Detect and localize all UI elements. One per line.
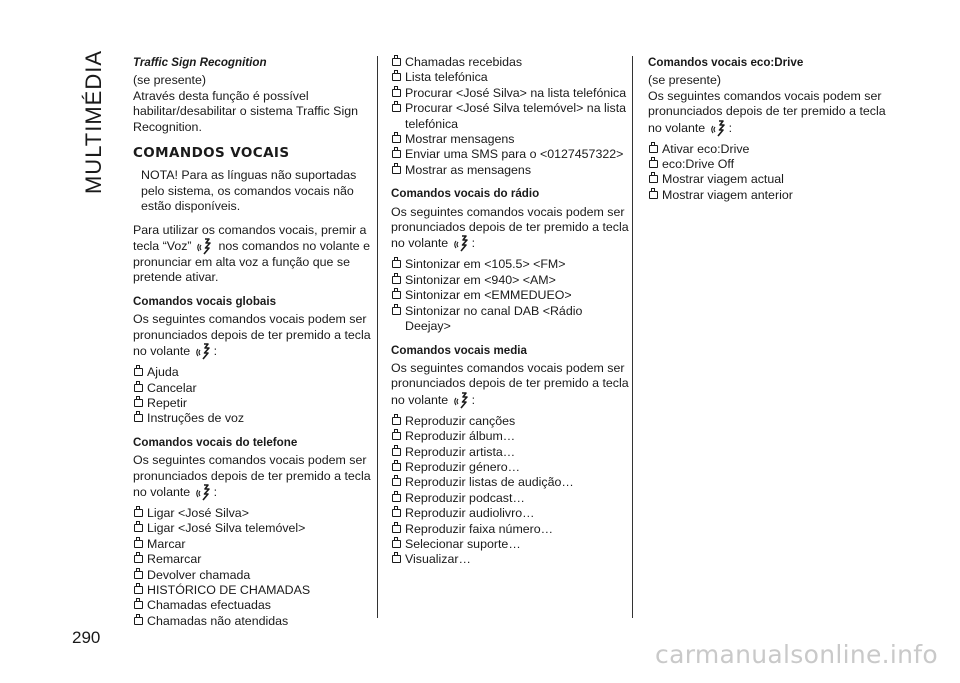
ecodrive-intro-text: Os seguintes comandos vocais podem ser pronunciados depois de ter premido a tecla no volante: [648, 88, 886, 135]
list-item-text: Repetir: [147, 395, 187, 410]
list-item-text: Sintonizar no canal DAB <Rádio Deejay>: [405, 303, 583, 334]
list-item: [648, 188, 888, 203]
column-divider: [632, 56, 633, 618]
voice-command-bullet-icon: [392, 150, 401, 158]
list-item: [133, 537, 373, 552]
voice-command-bullet-icon: [392, 135, 401, 143]
list-item-text: Chamadas não atendidas: [147, 613, 289, 628]
voice-command-bullet-icon: [649, 145, 658, 153]
radio-list: [391, 257, 629, 334]
list-item: [391, 70, 629, 85]
radio-heading: Comandos vocais do rádio: [391, 187, 540, 201]
colon: :: [471, 236, 476, 251]
list-item: [391, 429, 629, 444]
list-item: [133, 568, 373, 583]
list-item: [391, 506, 629, 521]
list-item: [391, 288, 629, 303]
column-2: [391, 55, 629, 576]
ecodrive-intro: [648, 89, 888, 137]
comandos-vocais-heading: COMANDOS VOCAIS: [133, 145, 290, 162]
voice-command-bullet-icon: [134, 509, 143, 517]
list-item: [391, 475, 629, 490]
voice-command-icon: [196, 484, 212, 501]
voice-command-bullet-icon: [392, 540, 401, 548]
list-item-text: Sintonizar em <940> <AM>: [405, 272, 556, 287]
telefone-intro-text: Os seguintes comandos vocais podem ser pronunciados depois de ter premido a tecla no volante: [133, 453, 371, 499]
voice-command-bullet-icon: [392, 525, 401, 533]
list-item: [648, 157, 888, 172]
voice-command-bullet-icon: [134, 384, 143, 392]
colon: :: [728, 120, 733, 135]
voice-command-icon: [196, 343, 212, 360]
voice-command-bullet-icon: [649, 175, 658, 183]
list-item-text: Cancelar: [147, 380, 197, 395]
list-item: [648, 142, 888, 157]
voice-command-icon: [711, 120, 727, 137]
globais-heading: Comandos vocais globais: [133, 294, 277, 308]
column-3: [648, 55, 888, 211]
voice-command-bullet-icon: [134, 399, 143, 407]
section-title-container: [64, 49, 124, 195]
watermark: carmanualsonline.info: [655, 640, 938, 669]
list-item-text: Sintonizar em <EMMEDUEO>: [405, 288, 572, 303]
list-item: [391, 304, 629, 335]
usage-text-after: nos comandos no volante e pronunciar em alta voz a função que se pretende ativar.: [133, 239, 370, 285]
traffic-sign-body: Através desta função é possível habilitar/desabilitar o sistema Traffic Sign Recognition.: [133, 88, 358, 134]
list-item-text: Reproduzir podcast…: [405, 490, 525, 505]
list-item-text: Instruções de voz: [147, 411, 245, 426]
globais-list: [133, 365, 373, 427]
list-item-text: Selecionar suporte…: [405, 536, 521, 551]
section-title: MULTIMÉDIA: [81, 49, 107, 195]
list-item: [133, 365, 373, 380]
voice-command-bullet-icon: [134, 524, 143, 532]
list-item: [391, 86, 629, 101]
list-item: [391, 445, 629, 460]
telefone-intro: [133, 453, 373, 501]
list-item-text: Chamadas recebidas: [405, 55, 523, 69]
list-item-text: Procurar <José Silva> na lista telefónica: [405, 85, 627, 100]
voice-command-bullet-icon: [392, 494, 401, 502]
list-item-text: Mostrar viagem anterior: [662, 187, 793, 202]
list-item: [391, 537, 629, 552]
radio-intro-text: Os seguintes comandos vocais podem ser pronunciados depois de ter premido a tecla no volante: [391, 204, 629, 251]
voice-command-bullet-icon: [134, 571, 143, 579]
list-item-text: Mostrar viagem actual: [662, 172, 784, 187]
globais-intro: [133, 312, 373, 360]
list-item-text: Ligar <José Silva>: [147, 505, 249, 520]
media-intro: [391, 361, 629, 409]
list-item-text: Enviar uma SMS para o <0127457322>: [405, 147, 624, 162]
list-item-text: Visualizar…: [405, 552, 471, 567]
voice-command-bullet-icon: [134, 540, 143, 548]
usage-text-before: Para utilizar os comandos vocais, premir a tecla “Voz”: [133, 222, 367, 254]
list-item-text: Ajuda: [147, 365, 179, 380]
list-item: [391, 55, 629, 70]
list-item-text: Reproduzir audiolivro…: [405, 506, 535, 521]
colon: :: [213, 484, 218, 499]
list-item: [391, 257, 629, 272]
list-item-text: Mostrar as mensagens: [405, 162, 532, 177]
voice-command-bullet-icon: [134, 586, 143, 594]
traffic-sign-heading: Traffic Sign Recognition: [133, 56, 267, 69]
voice-command-bullet-icon: [392, 291, 401, 299]
list-item: [391, 163, 629, 178]
media-list: [391, 414, 629, 568]
traffic-sign-note: (se presente): [133, 73, 207, 88]
voice-command-bullet-icon: [392, 432, 401, 440]
globais-intro-text: Os seguintes comandos vocais podem ser pronunciados depois de ter premido a tecla no volante: [133, 312, 371, 359]
voice-command-bullet-icon: [649, 191, 658, 199]
voice-command-icon: [454, 392, 470, 409]
list-item-text: Ativar eco:Drive: [662, 141, 750, 156]
list-item: [133, 583, 373, 598]
voice-command-bullet-icon: [392, 166, 401, 174]
list-item-text: Devolver chamada: [147, 567, 251, 582]
list-item: [133, 614, 373, 629]
nota-paragraph: NOTA! Para as línguas não suportadas pelo sistema, os comandos vocais não estão disponíveis.: [141, 168, 357, 214]
list-item-text: Reproduzir faixa número…: [405, 521, 554, 536]
media-heading: Comandos vocais media: [391, 343, 527, 357]
column-divider: [377, 56, 378, 618]
list-item-text: Procurar <José Silva telemóvel> na lista telefónica: [405, 101, 627, 131]
voice-command-bullet-icon: [392, 307, 401, 315]
list-item: [133, 552, 373, 567]
voice-command-bullet-icon: [392, 260, 401, 268]
ecodrive-heading: Comandos vocais eco:Drive: [648, 56, 804, 69]
voice-command-bullet-icon: [134, 414, 143, 422]
list-item-text: Lista telefónica: [405, 70, 488, 85]
list-item: [133, 411, 373, 426]
list-item-text: Ligar <José Silva telemóvel>: [147, 521, 306, 536]
voice-command-bullet-icon: [134, 601, 143, 609]
voice-command-bullet-icon: [392, 555, 401, 563]
voice-command-bullet-icon: [392, 276, 401, 284]
voice-command-bullet-icon: [134, 368, 143, 376]
radio-intro: [391, 205, 629, 253]
list-item: [391, 147, 629, 162]
list-item: [391, 552, 629, 567]
list-item: [391, 414, 629, 429]
colon: :: [213, 344, 218, 359]
page-number: 290: [72, 628, 101, 647]
voice-command-bullet-icon: [392, 463, 401, 471]
voice-command-icon: [454, 235, 470, 252]
telefone-list-continued: [391, 55, 629, 178]
list-item-text: Reproduzir género…: [405, 459, 521, 474]
list-item: [133, 521, 373, 536]
list-item: [391, 491, 629, 506]
list-item: [133, 396, 373, 411]
list-item: [648, 172, 888, 187]
voice-command-bullet-icon: [649, 160, 658, 168]
list-item-text: Remarcar: [147, 552, 202, 567]
media-intro-text: Os seguintes comandos vocais podem ser pronunciados depois de ter premido a tecla no volante: [391, 360, 629, 407]
list-item: [133, 598, 373, 613]
list-item-text: Chamadas efectuadas: [147, 598, 271, 613]
list-item-text: Sintonizar em <105.5> <FM>: [405, 257, 566, 272]
voice-command-bullet-icon: [392, 58, 401, 66]
list-item-text: eco:Drive Off: [662, 157, 735, 172]
list-item: [133, 506, 373, 521]
list-item-text: Marcar: [147, 536, 186, 551]
telefone-list: [133, 506, 373, 629]
voice-command-bullet-icon: [392, 89, 401, 97]
list-item: [391, 101, 629, 132]
voice-command-bullet-icon: [392, 104, 401, 112]
voice-command-bullet-icon: [134, 555, 143, 563]
list-item-text: Mostrar mensagens: [405, 132, 515, 147]
voice-command-bullet-icon: [392, 478, 401, 486]
list-item-text: HISTÓRICO DE CHAMADAS: [147, 582, 311, 597]
list-item-text: Reproduzir artista…: [405, 444, 516, 459]
list-item-text: Reproduzir listas de audição…: [405, 475, 574, 490]
usage-paragraph: [133, 223, 373, 286]
list-item: [391, 132, 629, 147]
voice-command-bullet-icon: [134, 617, 143, 625]
voice-command-bullet-icon: [392, 73, 401, 81]
voice-command-bullet-icon: [392, 509, 401, 517]
list-item-text: Reproduzir álbum…: [405, 429, 516, 444]
ecodrive-list: [648, 142, 888, 204]
list-item: [133, 381, 373, 396]
voice-command-icon: [197, 238, 213, 255]
list-item: [391, 460, 629, 475]
list-item: [391, 522, 629, 537]
column-1: [133, 55, 373, 637]
list-item-text: Reproduzir canções: [405, 413, 516, 428]
voice-command-bullet-icon: [392, 417, 401, 425]
telefone-heading: Comandos vocais do telefone: [133, 435, 298, 449]
colon: :: [471, 392, 476, 407]
list-item: [391, 273, 629, 288]
voice-command-bullet-icon: [392, 448, 401, 456]
ecodrive-note: (se presente): [648, 73, 722, 88]
